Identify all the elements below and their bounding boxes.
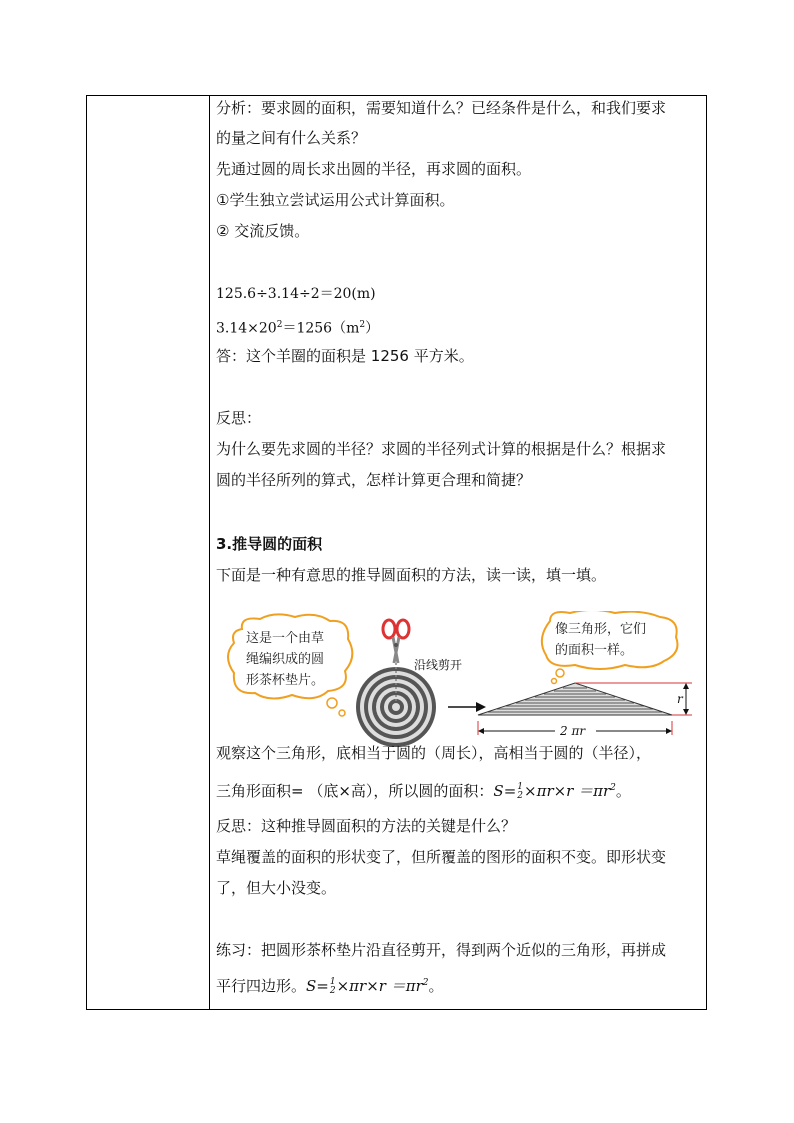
analysis-line-2: 的量之间有什么关系？ [216, 129, 367, 147]
cut-label: 沿线剪开 [414, 658, 463, 672]
step-1: ①学生独立尝试运用公式计算面积。 [216, 191, 455, 209]
analysis-line-1: 分析：要求圆的面积，需要知道什么？已经条件是什么，和我们要求 [216, 99, 667, 117]
reflection-line-2: 圆的半径所列的算式，怎样计算更合理和简捷？ [216, 471, 532, 489]
right-bubble-line-2: 的面积一样。 [555, 643, 634, 658]
reflection-line-1: 为什么要先求圆的半径？求圆的半径列式计算的根据是什么？根据求 [216, 440, 667, 458]
intro-line: 下面是一种有意思的推导圆面积的方法，读一读，填一填。 [216, 566, 607, 584]
left-bubble-line-3: 形茶杯垫片。 [246, 673, 325, 688]
key-line-1: 草绳覆盖的面积的形状变了，但所覆盖的图形的面积不变。即形状变 [216, 848, 667, 866]
lesson-table [86, 95, 707, 1010]
calculation-1: 125.6÷3.14÷2＝20(m) [216, 286, 376, 302]
scissors-icon [383, 620, 409, 663]
derivation-illustration [220, 611, 698, 751]
key-line-2: 了，但大小没变。 [216, 879, 337, 897]
practice-line-2: 平行四边形。S= 1 2 $\times\pi r\times r =\pi r^2$。 [216, 977, 444, 996]
observe-line-1: 观察这个三角形，底相当于圆的（周长），高相当于圆的（半径）， [216, 744, 652, 762]
section-heading: 3.推导圆的面积 [216, 535, 323, 553]
column-divider [209, 96, 210, 1009]
observe-line-2: 三角形面积= （底×高），所以圆的面积：S= 1 2 $\times\pi r\times r =\pi r^2$。 [216, 782, 631, 801]
answer-line: 答：这个羊圈的面积是 1256 平方米。 [216, 347, 474, 365]
unrolled-triangle [478, 683, 672, 715]
reflection-title: 反思： [216, 409, 262, 427]
base-label: 2 πr [560, 724, 586, 738]
height-label: r [677, 692, 683, 706]
practice-line-1: 练习：把圆形茶杯垫片沿直径剪开，得到两个近似的三角形，再拼成 [216, 941, 667, 959]
method-line: 先通过圆的周长求出圆的半径，再求圆的面积。 [216, 160, 532, 178]
step-2: ② 交流反馈。 [216, 222, 310, 240]
left-bubble-line-1: 这是一个由草 [246, 631, 325, 646]
reflection-2: 反思：这种推导圆面积的方法的关键是什么？ [216, 817, 517, 835]
left-bubble-line-2: 绳编织成的圆 [246, 652, 325, 667]
right-bubble-line-1: 像三角形，它们 [555, 622, 647, 637]
practice-formula: S= 1 2 $\times\pi r\times r =\pi r^2$ [306, 977, 429, 996]
right-thought-bubble [542, 611, 678, 669]
calculation-2: $3.14\times 20^2=1256(m^2)$ [216, 320, 380, 337]
area-formula: S= 1 2 $\times\pi r\times r =\pi r^2$ [493, 782, 616, 801]
